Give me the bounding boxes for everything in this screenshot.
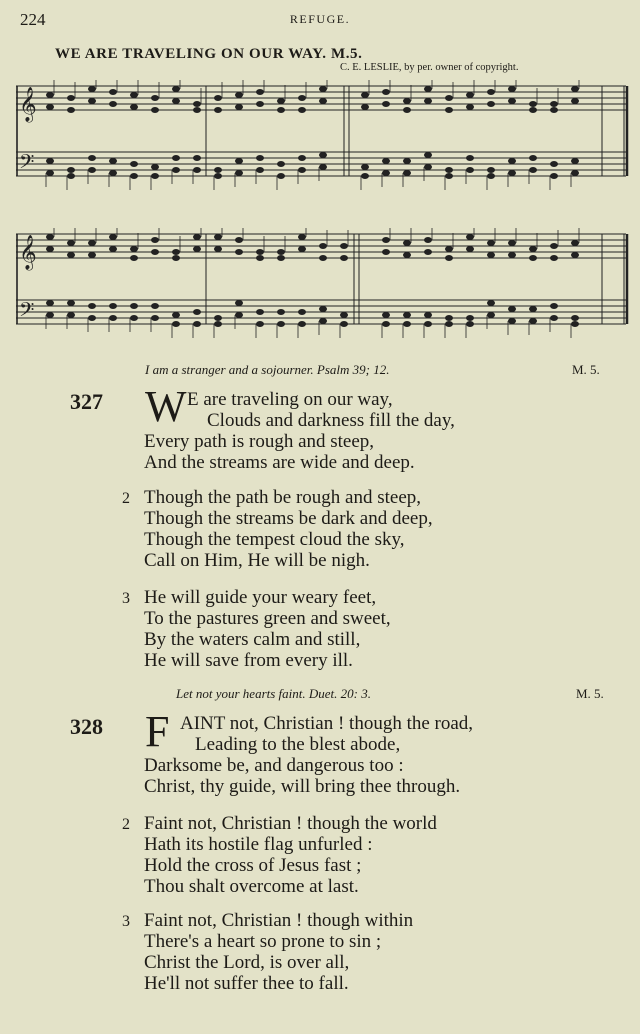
verse-line: Faint not, Christian ! though within (144, 910, 414, 931)
verse-line: Though the tempest cloud the sky, (144, 529, 405, 550)
verse-line: He will guide your weary feet, (144, 587, 377, 608)
verse-line: And the streams are wide and deep. (144, 452, 415, 473)
caption-328: Let not your hearts faint. Duet. 20: 3. (176, 686, 371, 701)
verse-line: Faint not, Christian ! though the world (144, 813, 437, 834)
verse-number: 2 (122, 490, 130, 507)
verse-line: Clouds and darkness fill the day, (207, 410, 455, 431)
verse-line: Christ the Lord, is over all, (144, 952, 350, 973)
meter-328: M. 5. (576, 686, 604, 701)
running-head: REFUGE. (289, 12, 351, 26)
verse-line: By the waters calm and still, (144, 629, 361, 650)
verse-number: 2 (122, 816, 130, 833)
verse-line: There's a heart so prone to sin ; (144, 931, 382, 952)
verse-line: He will save from every ill. (144, 650, 353, 671)
music-score-2 (16, 228, 630, 348)
music-system-2 (16, 228, 630, 348)
svg-text:𝄢: 𝄢 (19, 298, 35, 326)
caption-327: I am a stranger and a sojourner. Psalm 39; 12. (145, 362, 390, 377)
verse-line: To the pastures green and sweet, (144, 608, 391, 629)
hymn-number-327: 327 (70, 389, 103, 414)
svg-text:𝄞: 𝄞 (19, 235, 37, 270)
verse-line: AINT not, Christian ! though the road, (180, 713, 474, 734)
verse-line: Hath its hostile flag unfurled : (144, 834, 373, 855)
verse-line: E are traveling on our way, (187, 389, 393, 410)
svg-text:𝄞: 𝄞 (19, 87, 37, 122)
hymn-number-328: 328 (70, 714, 103, 739)
dropcap-328: F (145, 707, 170, 756)
verse-line: Darksome be, and dangerous too : (144, 755, 404, 776)
verse-line: Every path is rough and steep, (144, 431, 375, 452)
verse-line: Christ, thy guide, will bring thee through. (144, 776, 461, 797)
meter-327: M. 5. (572, 362, 600, 377)
page-number: 224 (20, 10, 46, 29)
verse-number: 3 (122, 913, 130, 930)
tune-credit: C. E. LESLIE, by per. owner of copyright. (340, 62, 519, 73)
dropcap-327: W (145, 382, 187, 431)
verse-line: Thou shalt overcome at last. (144, 876, 359, 897)
verse-line: He'll not suffer thee to fall. (144, 973, 349, 994)
verse-line: Call on Him, He will be nigh. (144, 550, 370, 571)
tune-title: WE ARE TRAVELING ON OUR WAY. M.5. (55, 46, 363, 62)
music-score-1 (16, 80, 630, 200)
music-system-1 (16, 80, 630, 200)
verse-number: 3 (122, 590, 130, 607)
svg-text:𝄢: 𝄢 (19, 150, 35, 178)
verse-line: Though the streams be dark and deep, (144, 508, 433, 529)
verse-line: Leading to the blest abode, (195, 734, 401, 755)
verse-line: Though the path be rough and steep, (144, 487, 422, 508)
verse-line: Hold the cross of Jesus fast ; (144, 855, 362, 876)
